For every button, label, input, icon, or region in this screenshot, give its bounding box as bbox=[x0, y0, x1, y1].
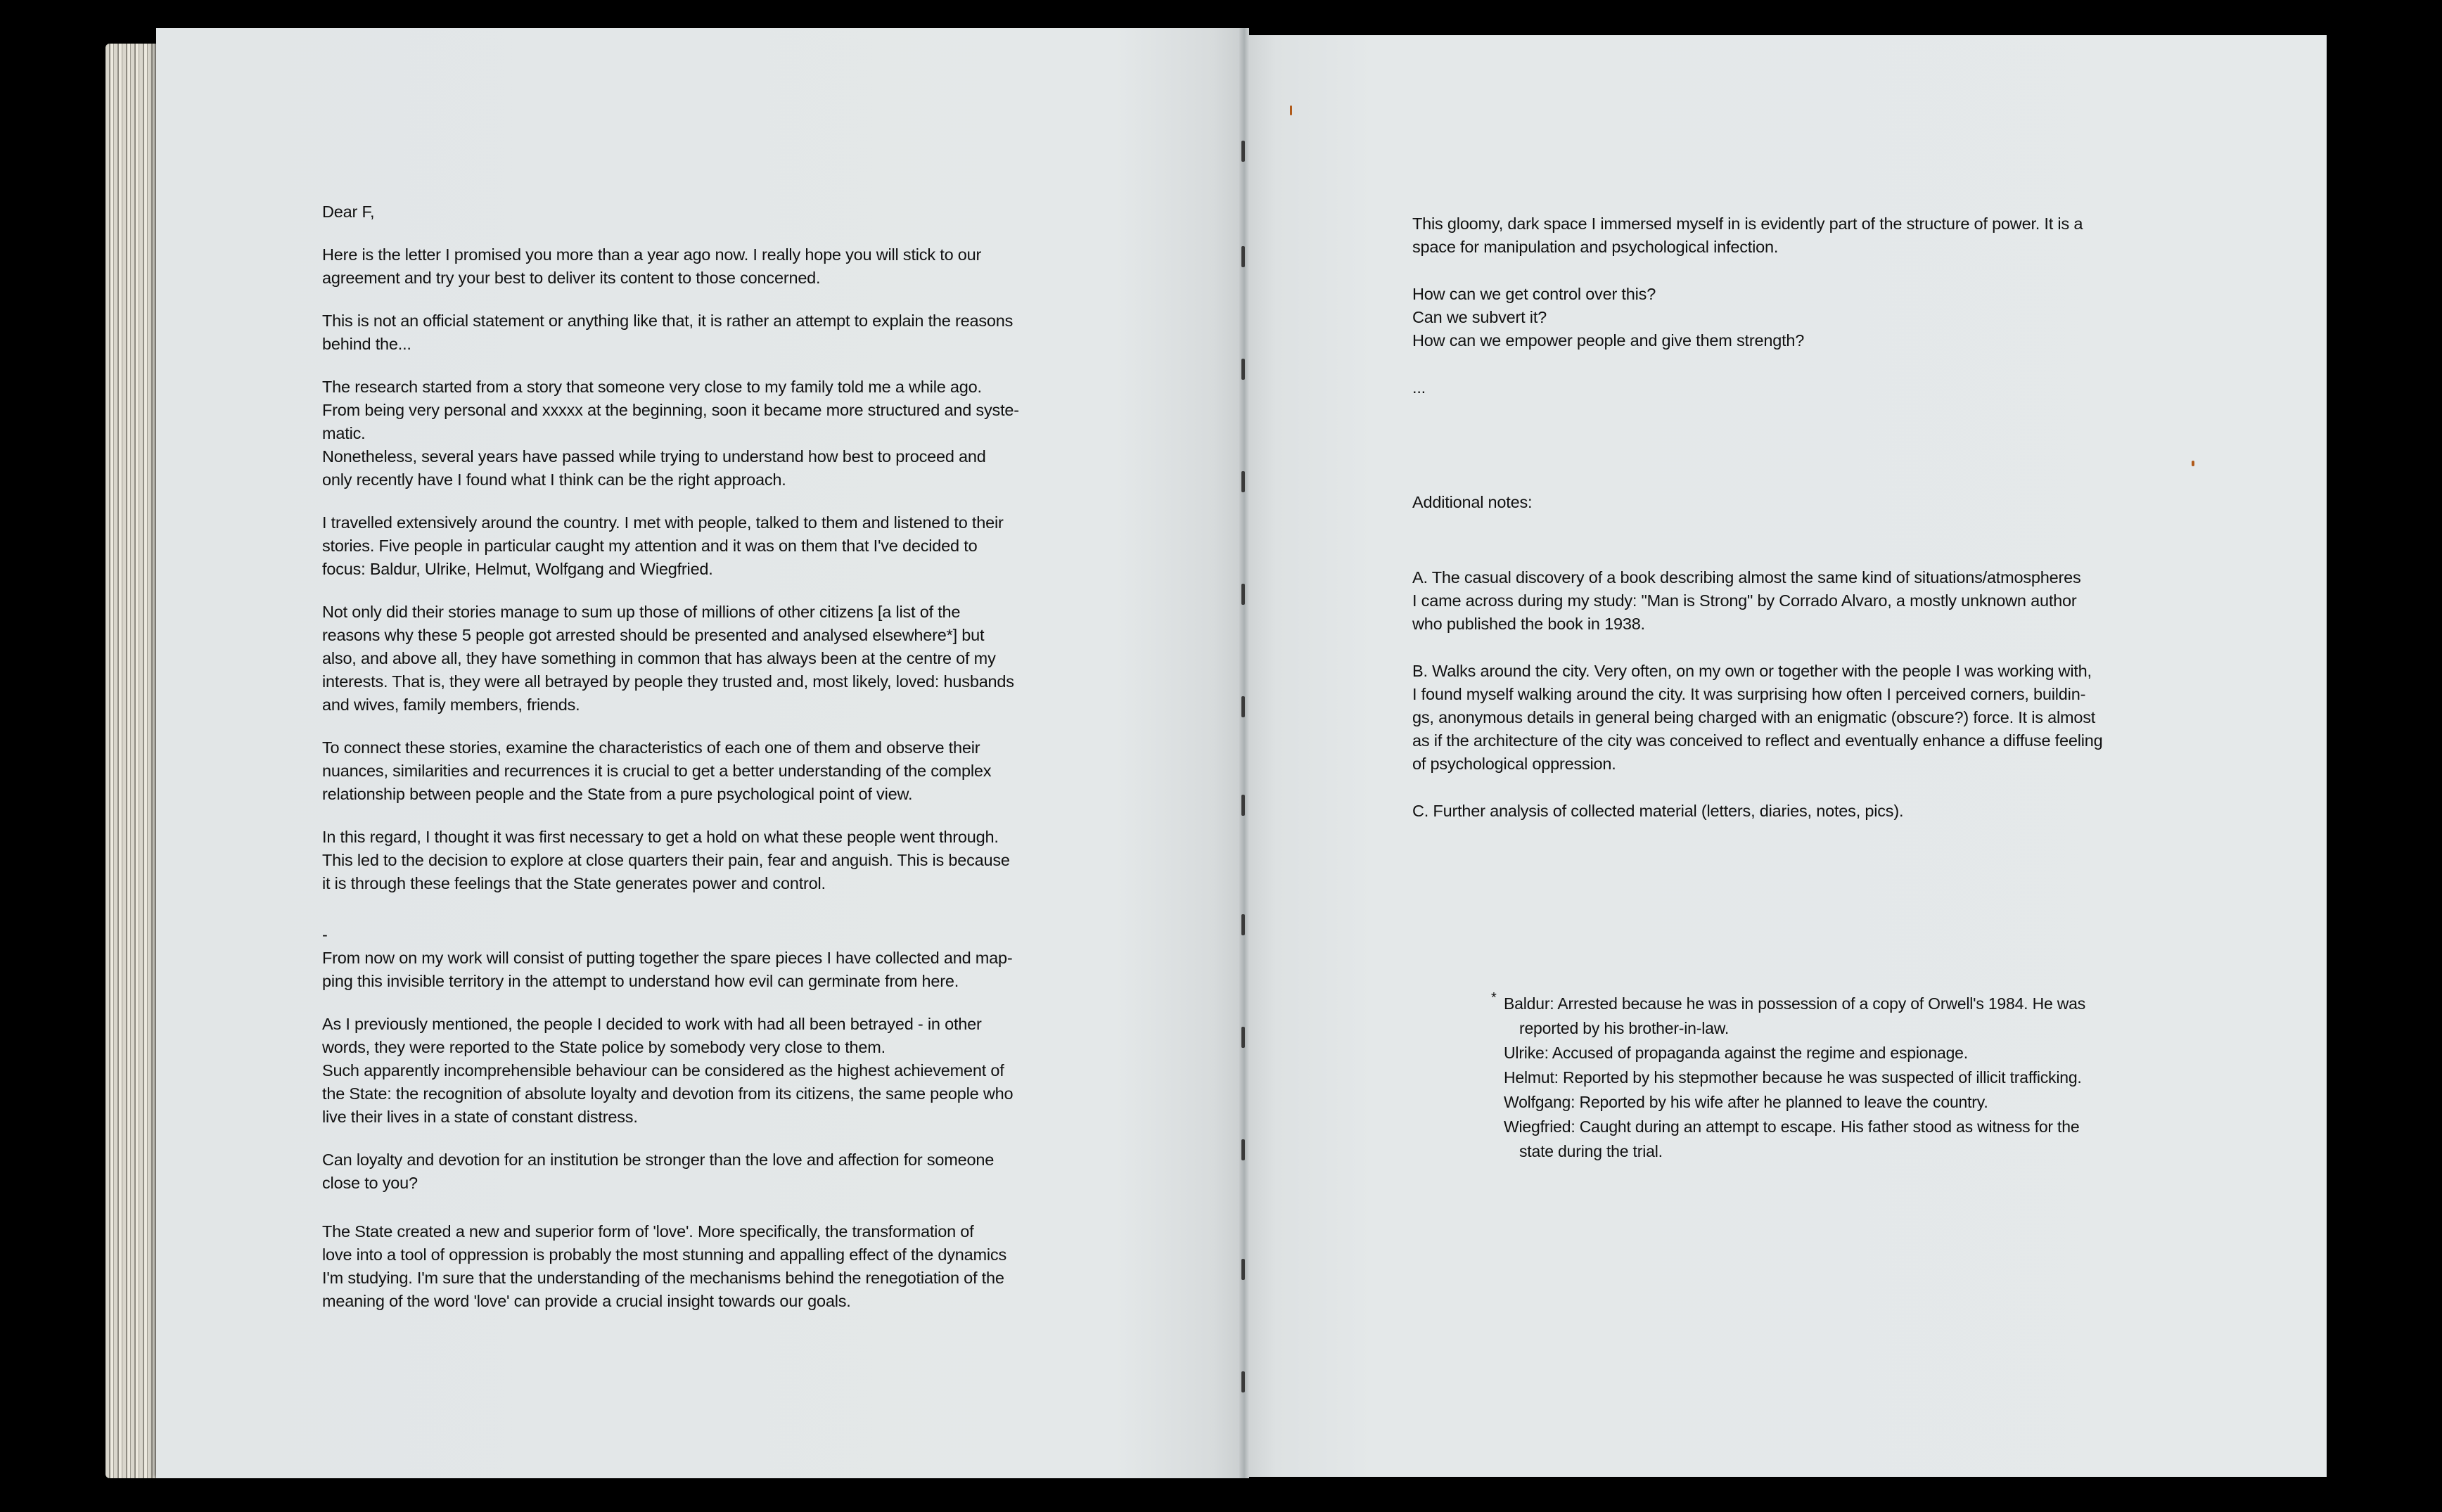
binding-stitch bbox=[1241, 1027, 1245, 1048]
footnote-item bbox=[1491, 1041, 2194, 1065]
letter-paragraph: The State created a new and superior form of 'love'. More specifically, the transformation of love into a tool of oppression is probably the most stunning and appalling effect of the dynamics I'm studying. I'm sure that the understanding of the mechanisms behind the renegotiation of the meaning of the word 'love' can provide a crucial insight towards our goals. bbox=[322, 1222, 1007, 1310]
notes-heading: Additional notes: bbox=[1412, 493, 1533, 511]
footnote-item bbox=[1491, 1065, 2194, 1090]
binding-stitch bbox=[1241, 1371, 1245, 1392]
footnotes bbox=[1491, 992, 2194, 1164]
binding-stitch bbox=[1241, 359, 1245, 380]
footnote-line: Baldur: Arrested because he was in possession of a copy of Orwell's 1984. He was bbox=[1504, 994, 2086, 1013]
footnote-continuation: state during the trial. bbox=[1519, 1142, 1663, 1160]
salutation: Dear F, bbox=[322, 203, 375, 221]
binding-stitch bbox=[1241, 471, 1245, 492]
footnote-line: Helmut: Reported by his stepmother because he was suspected of illicit trafficking. bbox=[1504, 1068, 2082, 1087]
binding-stitch bbox=[1241, 141, 1245, 162]
letter-continuation bbox=[1412, 212, 2158, 847]
note-a: A. The casual discovery of a book describing almost the same kind of situations/atmospheres I came across during my study: "Man is Strong" by Corrado Alvaro, a mostly unknown author who published the book in 1938. bbox=[1412, 568, 2081, 633]
footnote-line: Wiegfried: Caught during an attempt to escape. His father stood as witness for the bbox=[1504, 1117, 2080, 1136]
paper-speck bbox=[1290, 105, 1292, 115]
footnote-item bbox=[1491, 1115, 2194, 1164]
binding-stitch bbox=[1241, 584, 1245, 605]
binding-stitch bbox=[1241, 696, 1245, 717]
letter-paragraph: The research started from a story that someone very close to my family told me a while ago. From being very personal and xxxxx at the beginning, soon it became more structured and syste- matic. Nonetheless, several years have passed while trying to understand how best to proceed and only recently have I found what I think can be the right approach. bbox=[322, 378, 1019, 489]
binding-stitch bbox=[1241, 1259, 1245, 1280]
binding-stitch bbox=[1241, 1139, 1245, 1160]
footnote-line: Wolfgang: Reported by his wife after he planned to leave the country. bbox=[1504, 1093, 1988, 1111]
footnote-line: Ulrike: Accused of propaganda against the regime and espionage. bbox=[1504, 1044, 1968, 1062]
letter-paragraph: Can loyalty and devotion for an institution be stronger than the love and affection for someone close to you? bbox=[322, 1151, 995, 1192]
footnote-item bbox=[1491, 992, 2194, 1041]
footnote-marker: * bbox=[1491, 990, 1497, 1006]
binding-stitch bbox=[1241, 246, 1245, 267]
footnote-continuation: reported by his brother-in-law. bbox=[1519, 1019, 1730, 1037]
letter-paragraph: As I previously mentioned, the people I decided to work with had all been betrayed - in other words, they were reported to the State police by somebody very close to them. Such apparently incomprehensible behaviour can be considered as the highest achievement of the State: the recognition of absolute loyalty and devotion from its citizens, the same people who live their lives in a state of constant distress. bbox=[322, 1015, 1014, 1126]
letter-paragraph: In this regard, I thought it was first necessary to get a hold on what these people went through. This led to the decision to explore at close quarters their pain, fear and anguish. This is because it is through these feelings that the State generates power and control. bbox=[322, 828, 1010, 892]
letter-paragraph: Here is the letter I promised you more than a year ago now. I really hope you will stick to our agreement and try your best to deliver its content to those concerned. bbox=[322, 245, 982, 287]
ellipsis: ... bbox=[1412, 378, 1426, 397]
letter-paragraph: Not only did their stories manage to sum up those of millions of other citizens [a list of the reasons why these 5 people got arrested should be presented and analysed elsewhere*] but also, and above all, they have something in common that has always been at the centre of my interests. That is, they were all betrayed by people they trusted and, most likely, loved: husbands and wives, family members, friends. bbox=[322, 603, 1014, 714]
letter-paragraph: This is not an official statement or anything like that, it is rather an attempt to explain the reasons behind the... bbox=[322, 312, 1014, 353]
letter-paragraph: I travelled extensively around the country. I met with people, talked to them and listened to their stories. Five people in particular caught my attention and it was on them that I've decided to focus: Baldur, Ulrike, Helmut, Wolfgang and Wiegfried. bbox=[322, 513, 1004, 578]
paper-speck bbox=[2192, 461, 2194, 466]
intro-paragraph: This gloomy, dark space I immersed myself in is evidently part of the structure of power. It is a space for manipulation and psychological infection. bbox=[1412, 214, 2083, 256]
letter-paragraph: To connect these stories, examine the characteristics of each one of them and observe their nuances, similarities and recurrences it is crucial to get a better understanding of the complex relationship between people and the State from a pure psychological point of view. bbox=[322, 738, 992, 803]
questions: How can we get control over this? Can we subvert it? How can we empower people and give them strength? bbox=[1412, 285, 1805, 350]
letter-paragraph: - From now on my work will consist of putting together the spare pieces I have collected and map- ping this invisible territory in the attempt to understand how evil can germinate from here. bbox=[322, 925, 1013, 990]
note-c: C. Further analysis of collected material (letters, diaries, notes, pics). bbox=[1412, 802, 1904, 820]
note-b: B. Walks around the city. Very often, on my own or together with the people I was working with, I found myself walking around the city. It was surprising how often I perceived corners, buildin- gs, anonymous details in general being charged with an enigmatic (obscure?) force. It is almost as if the architecture of the city was conceived to reflect and eventually enhance a diffuse feeling of psychological oppression. bbox=[1412, 662, 2103, 773]
binding-stitch bbox=[1241, 914, 1245, 935]
binding-stitch bbox=[1241, 795, 1245, 816]
footnote-item bbox=[1491, 1090, 2194, 1115]
letter-body bbox=[322, 200, 1068, 1333]
